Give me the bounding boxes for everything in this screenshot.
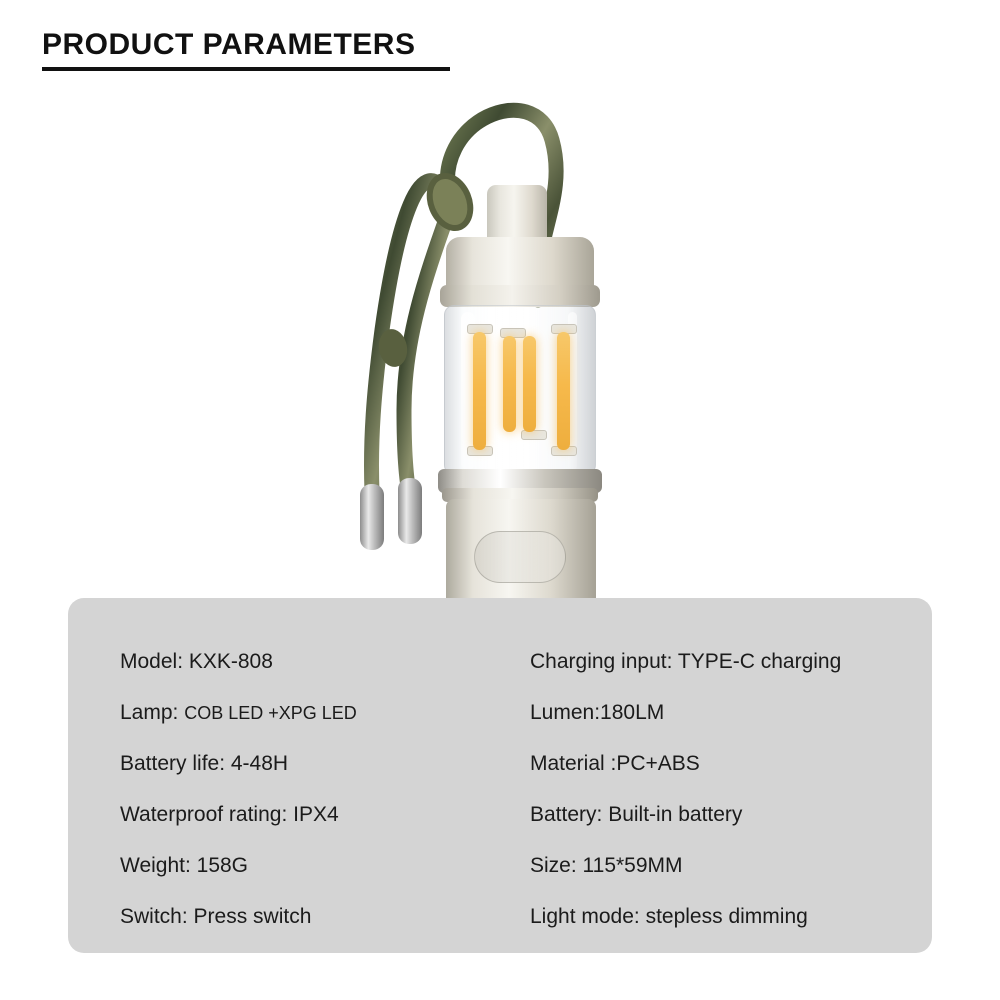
- lantern-icon: [432, 185, 637, 655]
- param-size: Size: 115*59MM: [530, 853, 683, 877]
- param-battery: Battery: Built-in battery: [530, 802, 743, 826]
- param-lumen: Lumen:180LM: [530, 700, 665, 724]
- param-weight: Weight: 158G: [120, 853, 249, 877]
- page-header: [42, 28, 462, 71]
- filament-bracket: [521, 430, 547, 440]
- led-filament: [473, 332, 486, 450]
- lantern-base-panel: [474, 531, 566, 583]
- param-model: Model: KXK-808: [120, 649, 273, 673]
- led-filament: [503, 336, 516, 432]
- parameters-grid: [120, 636, 910, 942]
- parameters-panel: [68, 598, 932, 953]
- led-filament: [557, 332, 570, 450]
- page-title: PRODUCT PARAMETERS: [42, 28, 416, 61]
- param-lamp-value: COB LED +XPG LED: [184, 702, 357, 723]
- lantern-glass-shade: [444, 305, 596, 475]
- lantern-cap-lip: [440, 285, 600, 307]
- led-filament: [523, 336, 536, 432]
- param-charging-input: Charging input: TYPE-C charging: [530, 649, 842, 673]
- param-lamp: [120, 701, 530, 725]
- product-image: [0, 70, 1000, 595]
- param-material: Material :PC+ABS: [530, 751, 700, 775]
- param-lamp-label: Lamp:: [120, 700, 185, 724]
- param-light-mode: Light mode: stepless dimming: [530, 904, 808, 928]
- param-waterproof-rating: Waterproof rating: IPX4: [120, 802, 339, 826]
- param-switch: Switch: Press switch: [120, 904, 312, 928]
- param-battery-life: Battery life: 4-48H: [120, 751, 289, 775]
